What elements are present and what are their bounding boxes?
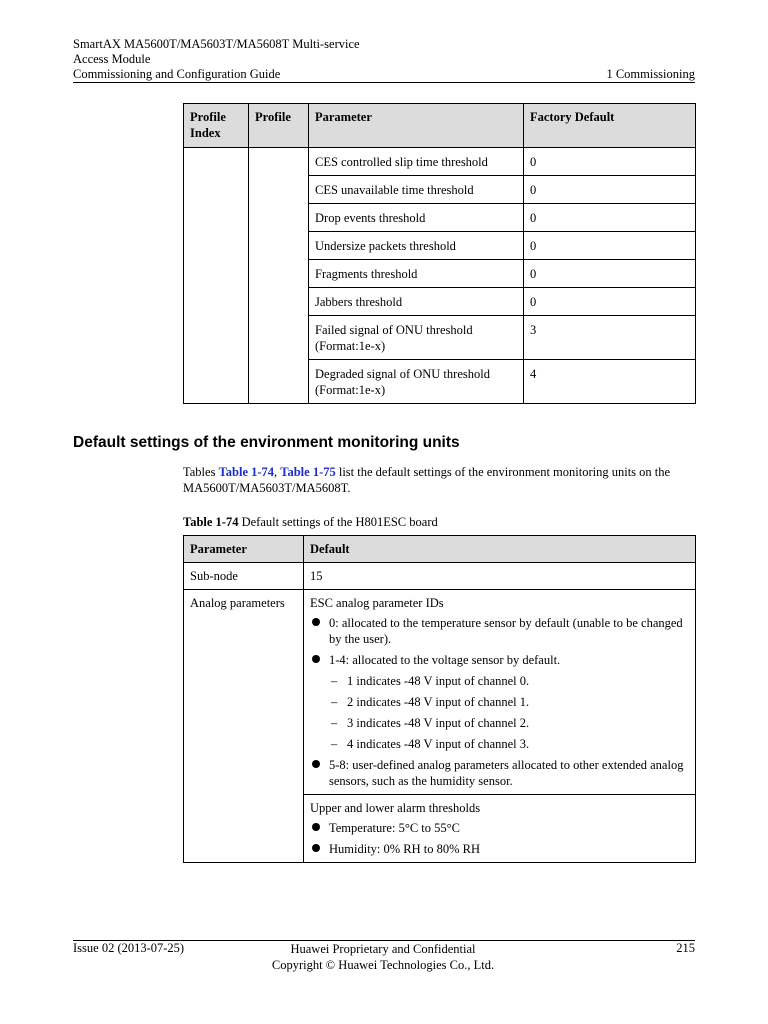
analog-ids-cell bbox=[304, 590, 696, 795]
list-item: – 4 indicates -48 V input of channel 3. bbox=[331, 737, 530, 751]
subnode-label: Sub-node bbox=[184, 563, 304, 590]
header-chapter: 1 Commissioning bbox=[606, 67, 695, 81]
header-module: Access Module bbox=[73, 52, 151, 66]
default-cell: 0 bbox=[524, 260, 696, 288]
footer-copyright: Copyright © Huawei Technologies Co., Ltd. bbox=[271, 958, 495, 972]
bullet-icon bbox=[312, 618, 320, 626]
thresholds-cell bbox=[304, 795, 696, 863]
list-item: 5-8: user-defined analog parameters allocated to other extended analog sensors, such as the humidity sensor. bbox=[310, 757, 689, 789]
parameter-cell: Undersize packets threshold bbox=[309, 232, 524, 260]
caption-label: Table 1-74 bbox=[183, 515, 239, 529]
default-cell: 3 bbox=[524, 316, 696, 360]
parameter-cell: Failed signal of ONU threshold (Format:1e-x) bbox=[309, 316, 524, 360]
list-item: – 2 indicates -48 V input of channel 1. bbox=[331, 695, 530, 709]
subnode-value: 15 bbox=[304, 563, 696, 590]
dash-icon: – bbox=[331, 737, 338, 751]
table-caption bbox=[183, 515, 438, 530]
default-cell: 0 bbox=[524, 232, 696, 260]
bullet-icon bbox=[312, 655, 320, 663]
dash-icon: – bbox=[331, 716, 338, 730]
footer-issue: Issue 02 (2013-07-25) bbox=[73, 941, 185, 955]
default-cell: 0 bbox=[524, 204, 696, 232]
parameter-cell: Drop events threshold bbox=[309, 204, 524, 232]
thresholds-bullet-list bbox=[310, 820, 689, 857]
list-item: – 3 indicates -48 V input of channel 2. bbox=[331, 716, 530, 730]
list-item: – 1 indicates -48 V input of channel 0. bbox=[331, 674, 530, 688]
header-product: SmartAX MA5600T/MA5603T/MA5608T Multi-service bbox=[73, 37, 360, 51]
header-guide: Commissioning and Configuration Guide bbox=[73, 67, 281, 81]
col-parameter: Parameter bbox=[309, 104, 524, 148]
col-parameter: Parameter bbox=[184, 536, 304, 563]
table-row bbox=[184, 563, 696, 590]
col-profile: Profile bbox=[249, 104, 309, 148]
parameter-cell: CES controlled slip time threshold bbox=[309, 148, 524, 176]
dash-list bbox=[329, 673, 689, 752]
table-header-row bbox=[184, 536, 696, 563]
dash-icon: – bbox=[331, 674, 338, 688]
ids-bullet-list bbox=[310, 615, 689, 789]
ids-title: ESC analog parameter IDs bbox=[310, 596, 444, 610]
footer-proprietary: Huawei Proprietary and Confidential bbox=[290, 942, 476, 956]
h801esc-defaults-table bbox=[183, 535, 696, 863]
parameter-cell: Fragments threshold bbox=[309, 260, 524, 288]
table-header-row bbox=[184, 104, 696, 148]
table-row bbox=[184, 590, 696, 795]
bullet-icon bbox=[312, 844, 320, 852]
section-heading: Default settings of the environment monitoring units bbox=[73, 434, 460, 451]
default-cell: 0 bbox=[524, 288, 696, 316]
col-factory-default: Factory Default bbox=[524, 104, 696, 148]
para-prefix: Tables bbox=[183, 465, 219, 479]
dash-icon: – bbox=[331, 695, 338, 709]
footer-center bbox=[183, 941, 583, 973]
table-1-75-link[interactable]: Table 1-75 bbox=[280, 465, 336, 479]
list-item: 1-4: allocated to the voltage sensor by default. – 1 indicates -48 V input of channel 0. – 2 indicates -48 V input of channel 1. – 3 indicates -48 V input of channel 2. – 4 indicates -48 V input of channel 3. bbox=[310, 652, 689, 752]
thresholds-title: Upper and lower alarm thresholds bbox=[310, 801, 481, 815]
profile-defaults-table bbox=[183, 103, 696, 404]
intro-paragraph bbox=[183, 464, 698, 496]
page-number: 215 bbox=[676, 941, 695, 955]
col-profile-index: Profile Index bbox=[184, 104, 249, 148]
table-row bbox=[184, 148, 696, 176]
bullet-icon bbox=[312, 760, 320, 768]
parameter-cell: CES unavailable time threshold bbox=[309, 176, 524, 204]
table-1-74-link[interactable]: Table 1-74 bbox=[218, 465, 275, 479]
para-separator: , bbox=[274, 465, 281, 479]
list-item: 0: allocated to the temperature sensor by default (unable to be changed by the user). bbox=[310, 615, 689, 647]
profile-cell bbox=[249, 148, 309, 404]
caption-text: Default settings of the H801ESC board bbox=[238, 515, 438, 529]
list-item: Humidity: 0% RH to 80% RH bbox=[310, 841, 689, 857]
page-header bbox=[73, 37, 695, 82]
parameter-cell: Degraded signal of ONU threshold (Format:1e-x) bbox=[309, 360, 524, 404]
parameter-cell: Jabbers threshold bbox=[309, 288, 524, 316]
header-divider bbox=[73, 82, 695, 83]
para-suffix: list the default settings of the environment monitoring units on the MA5600T/MA5603T/MA5608T. bbox=[183, 465, 671, 495]
list-item: Temperature: 5°C to 55°C bbox=[310, 820, 689, 836]
analog-label: Analog parameters bbox=[184, 590, 304, 863]
default-cell: 0 bbox=[524, 148, 696, 176]
profile-index-cell bbox=[184, 148, 249, 404]
default-cell: 4 bbox=[524, 360, 696, 404]
bullet-icon bbox=[312, 823, 320, 831]
default-cell: 0 bbox=[524, 176, 696, 204]
col-default: Default bbox=[304, 536, 696, 563]
